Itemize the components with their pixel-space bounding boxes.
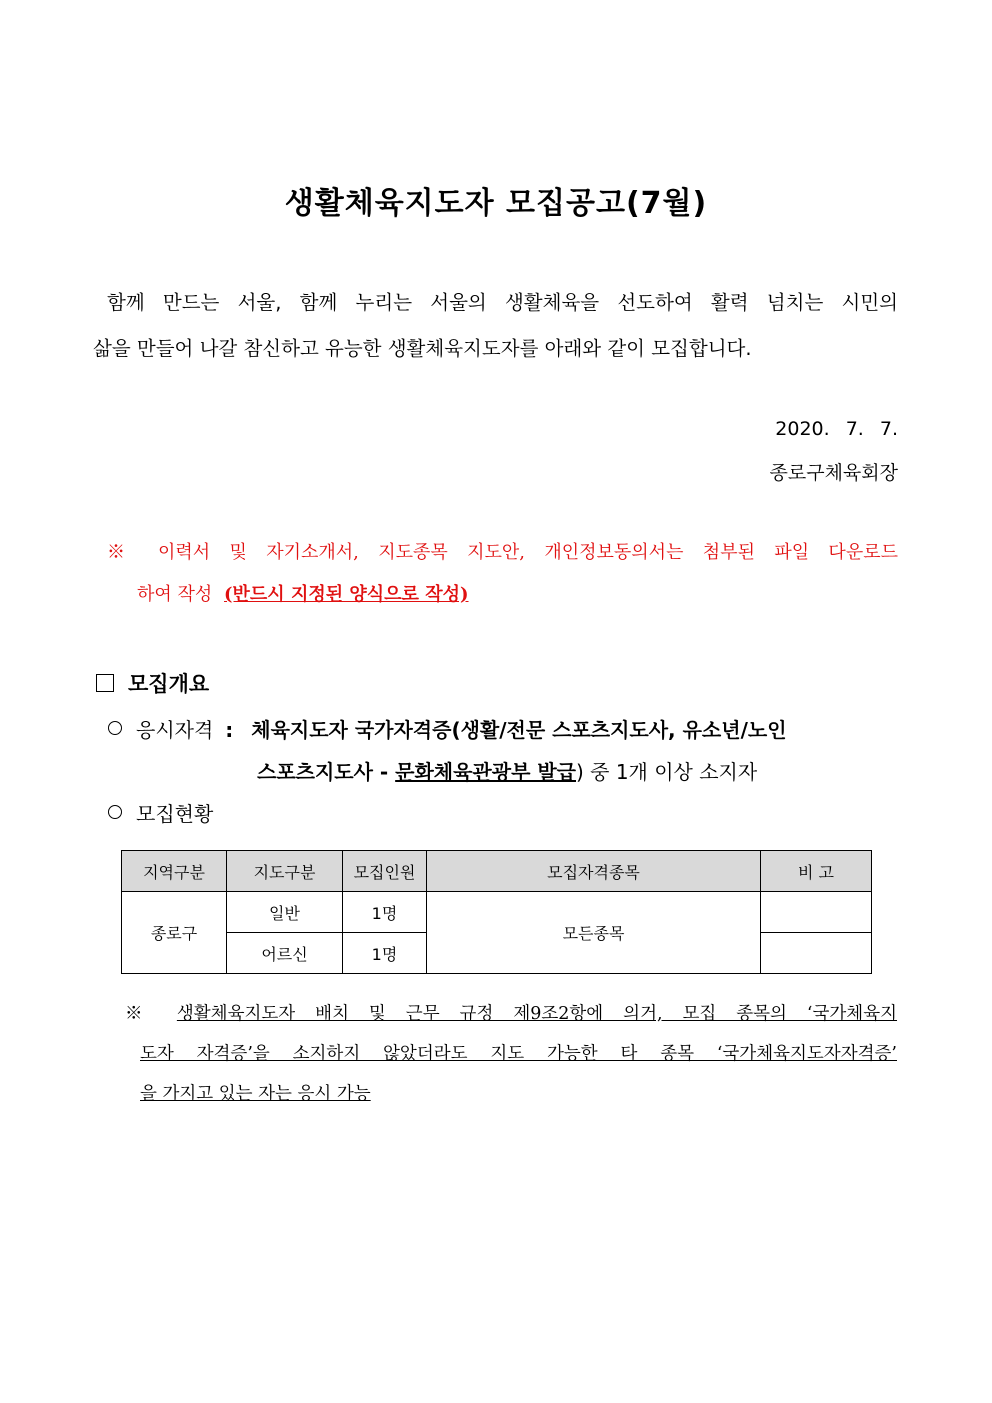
qualification-text-2-rest: ) 중 1개 이상 소지자	[576, 760, 758, 784]
organization-name: 종로구체육회장	[769, 462, 898, 484]
header-count: 모집인원	[343, 851, 427, 892]
section-title: 모집개요	[128, 672, 210, 696]
footnote-line-1	[125, 1000, 897, 1025]
page-title: 생활체육지도자 모집공고(7월)	[284, 186, 708, 221]
cell-region: 종로구	[122, 892, 227, 974]
notice-emphasis: (반드시 지정된 양식으로 작성)	[224, 584, 469, 605]
header-sport: 모집자격종목	[427, 851, 761, 892]
footnote-line-2: 도자 자격증’을 소지하지 않았더라도 지도 가능한 타 종목 ‘국가체육지도자자격증’	[140, 1044, 897, 1064]
cell-remark	[761, 892, 872, 933]
header-region: 지역구분	[122, 851, 227, 892]
circle-bullet-icon	[108, 721, 122, 735]
cell-remark	[761, 933, 872, 974]
circle-bullet-icon	[108, 805, 122, 819]
table-row	[122, 892, 872, 933]
notice-line-2-prefix: 하여 작성	[137, 584, 213, 605]
header-remark: 비 고	[761, 851, 872, 892]
recruitment-table	[121, 850, 872, 974]
qualification-text-2-bold: 스포츠지도사 -	[257, 760, 396, 784]
table-header-row	[122, 851, 872, 892]
qualification-text-1: 체육지도자 국가자격증(생활/전문 스포츠지도사, 유소년/노인	[251, 718, 787, 742]
announcement-date: 2020. 7. 7.	[775, 418, 898, 440]
section-heading	[96, 668, 209, 698]
qualification-colon: :	[225, 718, 234, 742]
status-label: 모집현황	[136, 802, 214, 826]
qualification-line-1	[108, 714, 787, 743]
status-heading	[108, 798, 213, 827]
qualification-line-2	[257, 756, 757, 785]
intro-line-2: 삶을 만들어 나갈 참신하고 유능한 생활체육지도자를 아래와 같이 모집합니다.	[93, 337, 752, 360]
notice-line-2	[137, 580, 469, 606]
cell-type: 일반	[227, 892, 343, 933]
notice-line-1: ※ 이력서 및 자기소개서, 지도종목 지도안, 개인정보동의서는 첨부된 파일 다운로드	[107, 542, 898, 563]
cell-type: 어르신	[227, 933, 343, 974]
footnote-mark: ※	[125, 1004, 157, 1024]
intro-line-1: 함께 만드는 서울, 함께 누리는 서울의 생활체육을 선도하여 활력 넘치는 시민의	[107, 291, 898, 314]
cell-count: 1명	[343, 933, 427, 974]
footnote-text-1: 생활체육지도자 배치 및 근무 규정 제9조2항에 의거, 모집 종목의 ‘국가체육지	[176, 1004, 898, 1024]
footnote-line-3: 을 가지고 있는 자는 응시 가능	[140, 1084, 371, 1104]
header-type: 지도구분	[227, 851, 343, 892]
qualification-label: 응시자격	[136, 718, 214, 742]
cell-sport: 모든종목	[427, 892, 761, 974]
qualification-issuer: 문화체육관광부 발급	[395, 760, 576, 784]
cell-count: 1명	[343, 892, 427, 933]
checkbox-square-icon	[96, 674, 114, 692]
